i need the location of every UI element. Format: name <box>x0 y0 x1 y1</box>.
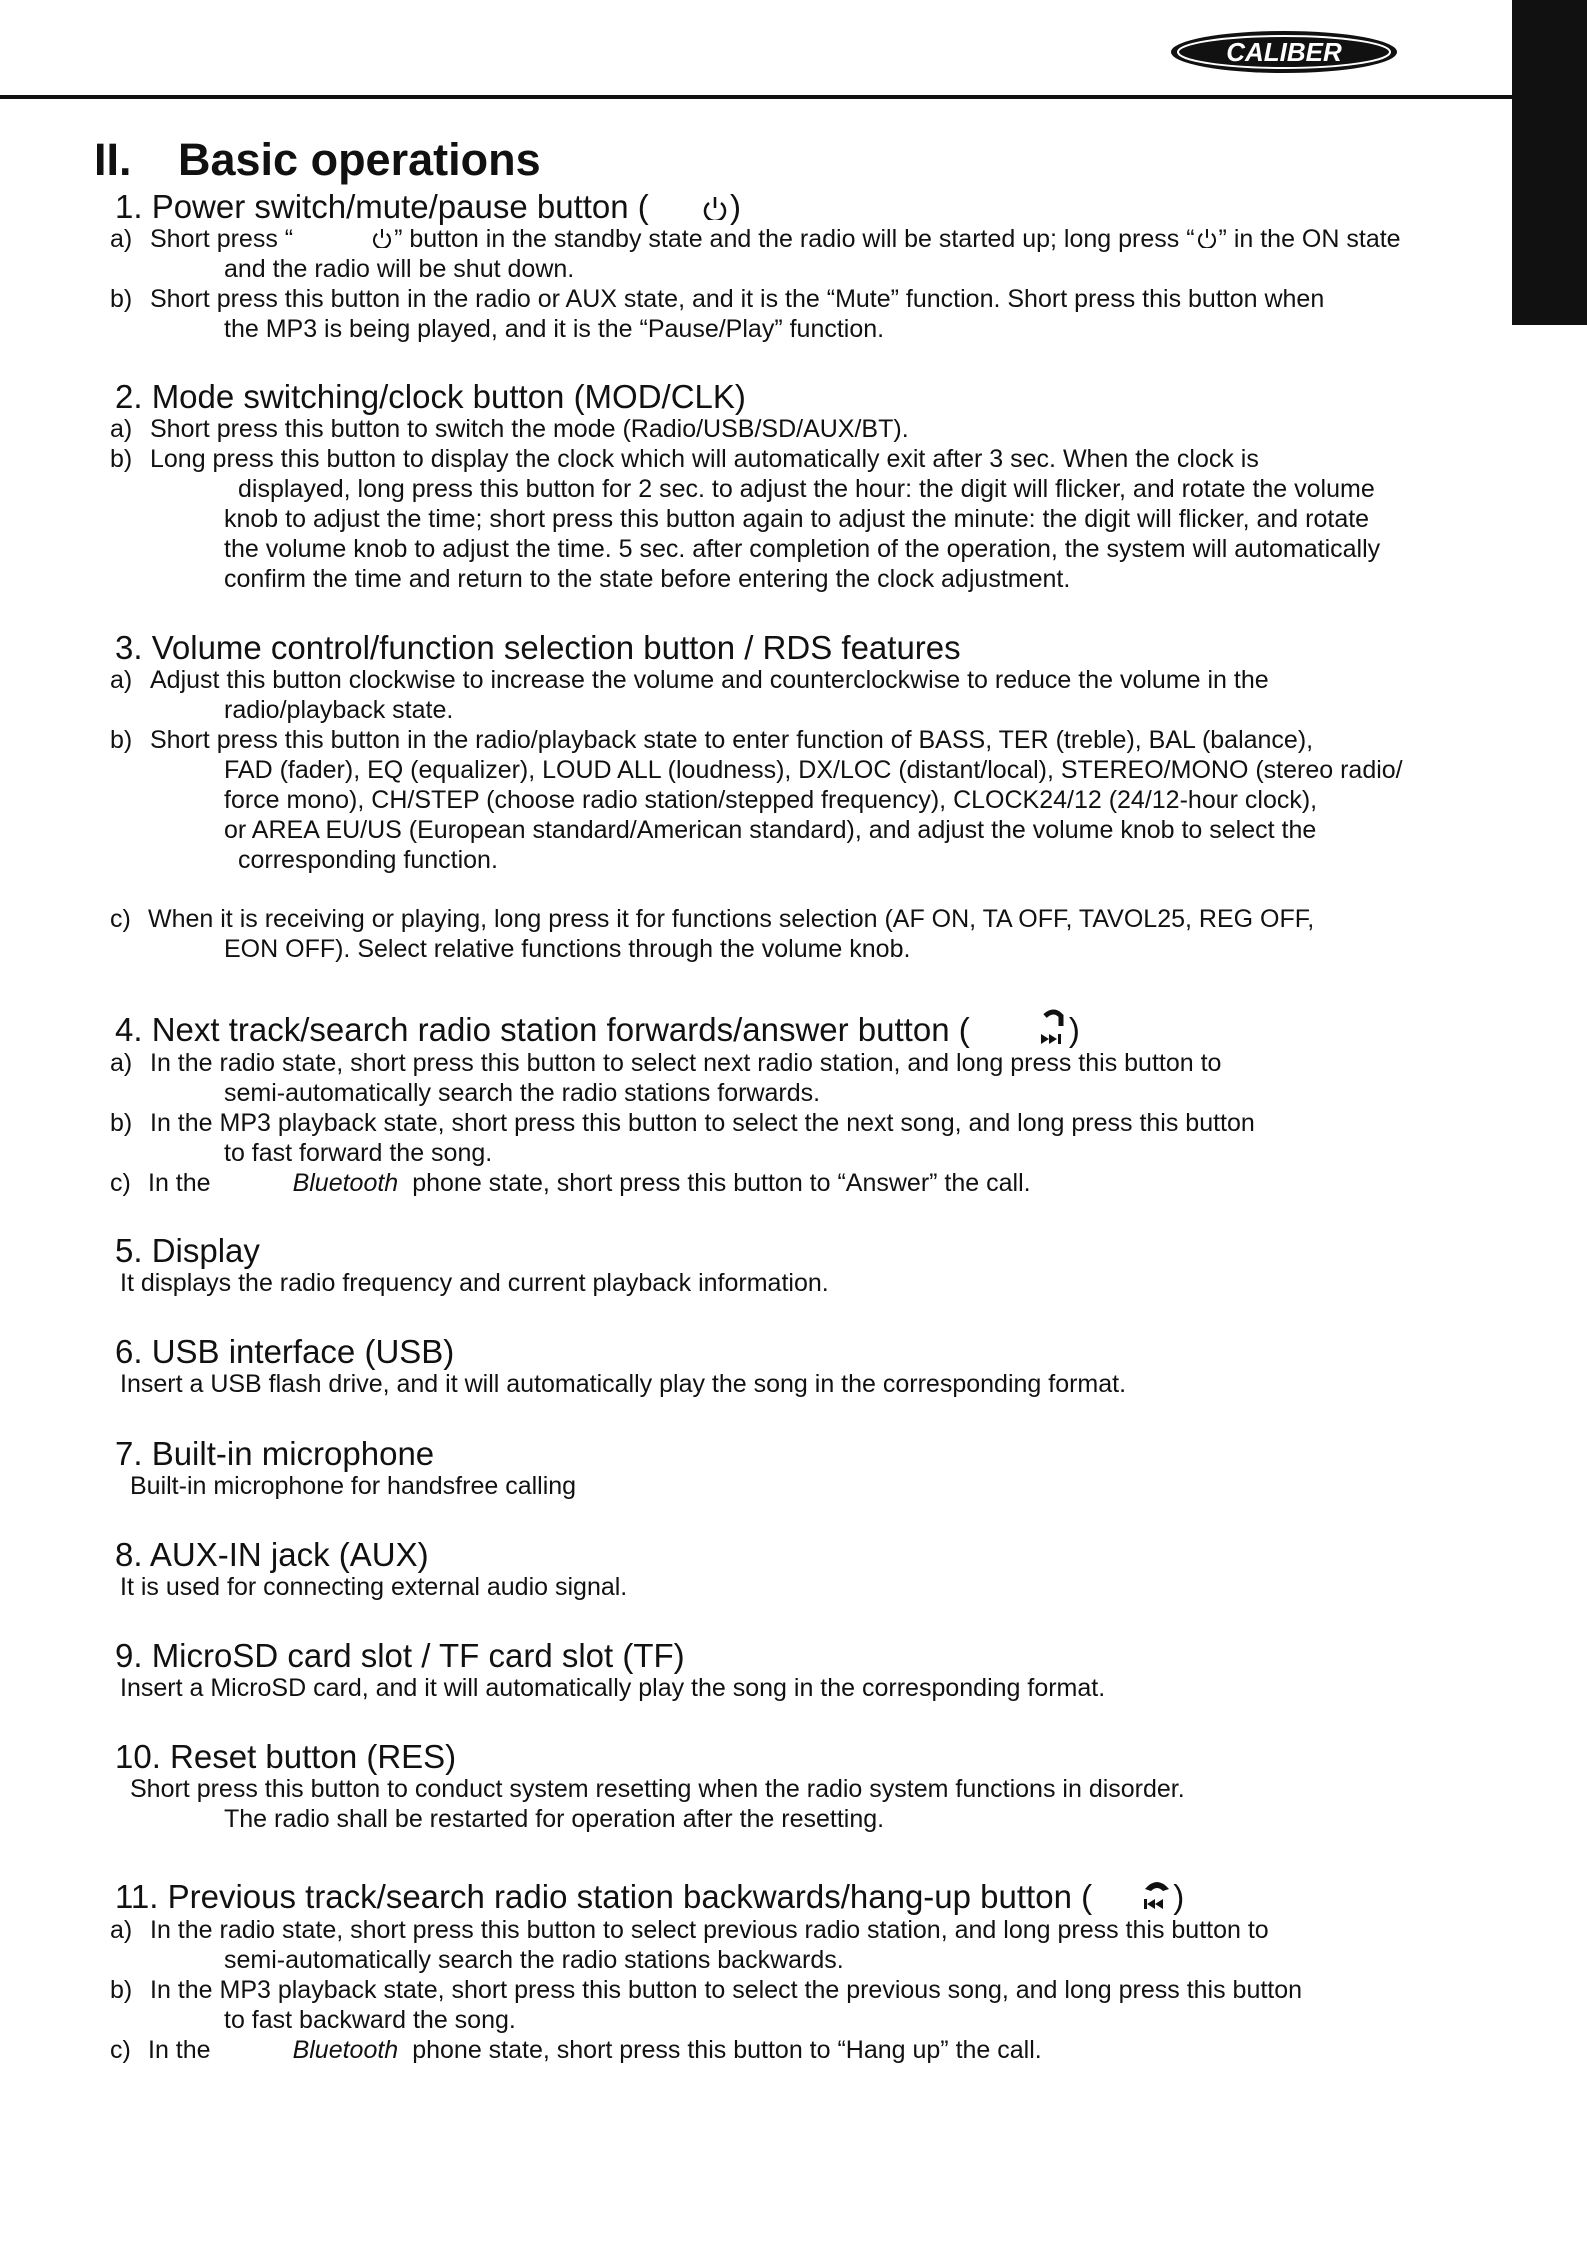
section-7-title: 7. Built-in microphone <box>115 1435 435 1472</box>
item-11c: c) In the Bluetooth phone state, short press this button to “Hang up” the call. <box>110 2036 1042 2064</box>
item-4a-cont: semi-automatically search the radio stations forwards. <box>224 1079 821 1107</box>
item-11a: a) In the radio state, short press this button to select previous radio station, and long press this button to <box>110 1916 1269 1944</box>
power-icon <box>1195 225 1219 255</box>
section-8-title: 8. AUX-IN jack (AUX) <box>115 1536 429 1573</box>
item-3b-cont: FAD (fader), EQ (equalizer), LOUD ALL (loudness), DX/LOC (distant/local), STEREO/MONO (stereo radio/ <box>224 756 1403 784</box>
section-6-body: Insert a USB flash drive, and it will automatically play the song in the corresponding format. <box>120 1370 1127 1398</box>
item-1b-cont: the MP3 is being played, and it is the “Pause/Play” function. <box>224 315 885 343</box>
section-9-title: 9. MicroSD card slot / TF card slot (TF) <box>115 1637 685 1674</box>
item-3b-cont: or AREA EU/US (European standard/American standard), and adjust the volume knob to select the <box>224 816 1317 844</box>
item-2b-cont: knob to adjust the time; short press this button again to adjust the minute: the digit will flicker, and rotate <box>224 505 1370 533</box>
page-title-text: Basic operations <box>178 134 541 185</box>
item-2b-cont: displayed, long press this button for 2 sec. to adjust the hour: the digit will flicker, and rotate the volume <box>238 475 1375 503</box>
item-2b-cont: the volume knob to adjust the time. 5 sec. after completion of the operation, the system will automatically <box>224 535 1381 563</box>
page-title-number: II. <box>94 134 132 185</box>
item-11b-cont: to fast backward the song. <box>224 2006 516 2034</box>
section-2-title: 2. Mode switching/clock button (MOD/CLK) <box>115 378 746 415</box>
item-1b: b) Short press this button in the radio or AUX state, and it is the “Mute” function. Short press this button when <box>110 285 1325 313</box>
section-5-title: 5. Display <box>115 1232 260 1269</box>
item-4b-cont: to fast forward the song. <box>224 1139 493 1167</box>
side-tab <box>1512 0 1587 325</box>
item-3c: c) When it is receiving or playing, long press it for functions selection (AF ON, TA OFF, TAVOL25, REG OFF, <box>110 905 1315 933</box>
item-3b-cont: corresponding function. <box>238 846 498 874</box>
section-10-title: 10. Reset button (RES) <box>115 1738 457 1775</box>
item-3c-cont: EON OFF). Select relative functions through the volume knob. <box>224 935 911 963</box>
page-title <box>94 132 541 187</box>
item-1a-cont: and the radio will be shut down. <box>224 255 575 283</box>
section-6-title: 6. USB interface (USB) <box>115 1333 455 1370</box>
section-4-title: 4. Next track/search radio station forwards/answer button ( ) <box>115 1008 1080 1057</box>
item-3b-cont: force mono), CH/STEP (choose radio station/stepped frequency), CLOCK24/12 (24/12-hour clock), <box>224 786 1318 814</box>
item-2b: b) Long press this button to display the clock which will automatically exit after 3 sec. When the clock is <box>110 445 1259 473</box>
item-2b-cont: confirm the time and return to the state before entering the clock adjustment. <box>224 565 1071 593</box>
item-4a: a) In the radio state, short press this button to select next radio station, and long press this button to <box>110 1049 1222 1077</box>
section-11-title: 11. Previous track/search radio station backwards/hang-up button ( ) <box>115 1875 1184 1924</box>
section-7-body: Built-in microphone for handsfree calling <box>130 1472 577 1500</box>
section-10-body: Short press this button to conduct system resetting when the radio system functions in disorder. <box>130 1775 1185 1803</box>
item-4c: c) In the Bluetooth phone state, short press this button to “Answer” the call. <box>110 1169 1031 1197</box>
item-1a: a) Short press “ ” button in the standby state and the radio will be started up; long press “ ” in the ON state <box>110 224 1401 255</box>
item-11a-cont: semi-automatically search the radio stations backwards. <box>224 1946 844 1974</box>
item-3b: b) Short press this button in the radio/playback state to enter function of BASS, TER (treble), BAL (balance), <box>110 726 1314 754</box>
item-2a: a) Short press this button to switch the mode (Radio/USB/SD/AUX/BT). <box>110 415 909 443</box>
item-3a-cont: radio/playback state. <box>224 696 454 724</box>
section-9-body: Insert a MicroSD card, and it will automatically play the song in the corresponding format. <box>120 1674 1106 1702</box>
item-3a: a) Adjust this button clockwise to increase the volume and counterclockwise to reduce the volume in the <box>110 666 1269 694</box>
section-10-body-cont: The radio shall be restarted for operation after the resetting. <box>224 1805 885 1833</box>
header-rule <box>0 95 1512 99</box>
item-11b: b) In the MP3 playback state, short press this button to select the previous song, and long press this button <box>110 1976 1303 2004</box>
section-5-body: It displays the radio frequency and current playback information. <box>120 1269 829 1297</box>
logo-text: CALIBER <box>1226 37 1342 67</box>
item-4b: b) In the MP3 playback state, short press this button to select the next song, and long press this button <box>110 1109 1255 1137</box>
caliber-logo <box>1168 28 1400 76</box>
section-8-body: It is used for connecting external audio signal. <box>120 1573 628 1601</box>
section-1-title: 1. Power switch/mute/pause button ( ) <box>115 187 741 229</box>
section-3-title: 3. Volume control/function selection button / RDS features <box>115 629 961 666</box>
power-icon <box>370 225 394 255</box>
